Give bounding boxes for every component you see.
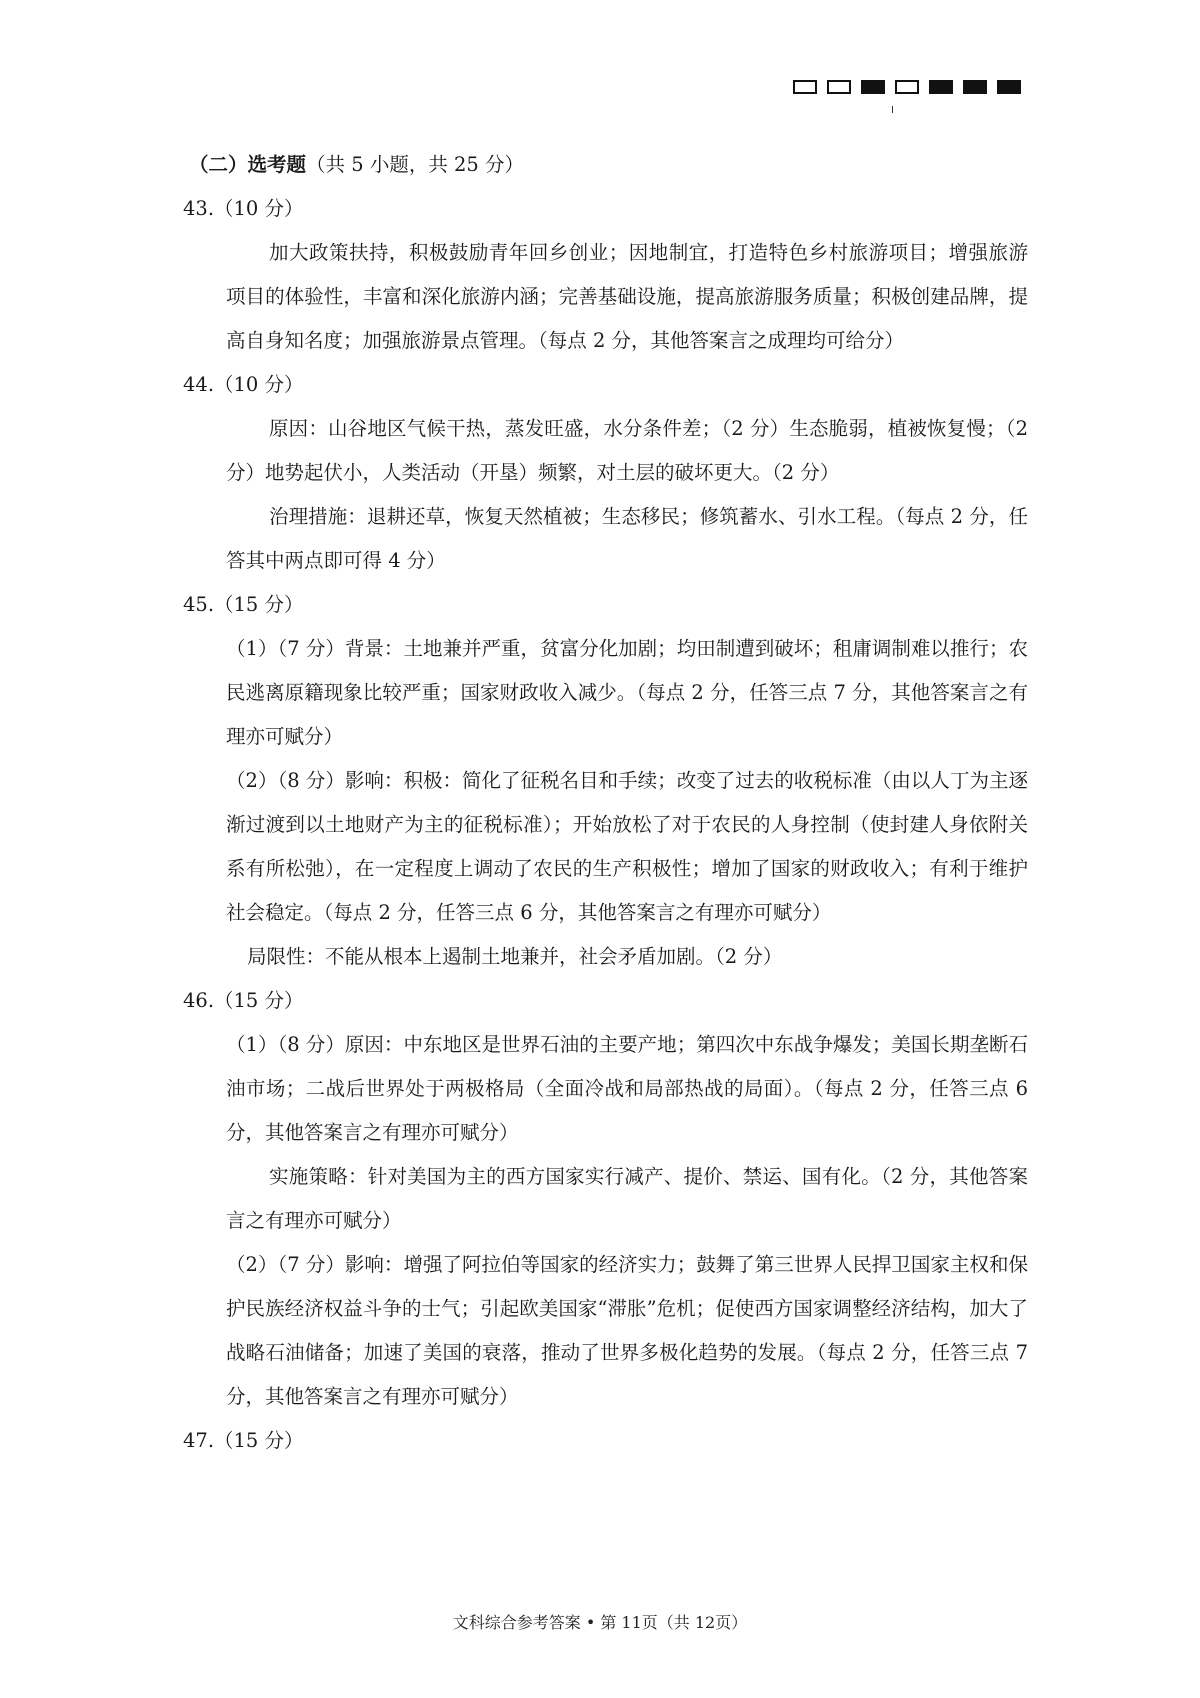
mark-square-filled bbox=[963, 80, 987, 94]
mark-square-filled bbox=[929, 80, 953, 94]
mark-square-empty bbox=[793, 80, 817, 94]
question-45-label: 45.（15 分） bbox=[183, 593, 304, 616]
tick-mark bbox=[892, 106, 893, 113]
mark-square-filled bbox=[861, 80, 885, 94]
answer-content bbox=[183, 143, 1028, 1463]
question-46-label: 46.（15 分） bbox=[183, 989, 304, 1012]
question-45-limitation: 局限性：不能从根本上遏制土地兼并，社会矛盾加剧。（2 分） bbox=[247, 945, 783, 968]
registration-marks bbox=[793, 80, 1021, 94]
mark-square-empty bbox=[895, 80, 919, 94]
question-44-label: 44.（10 分） bbox=[183, 373, 304, 396]
section-title bbox=[189, 143, 1028, 187]
question-46-part-1: （1）（8 分）原因：中东地区是世界石油的主要产地；第四次中东战争爆发；美国长期垄断石油市场；二战后世界处于两极格局（全面冷战和局部热战的局面）。（每点 2 分，任答三点 6 分，其他答案言之有理亦可赋分） bbox=[226, 1033, 1028, 1144]
mark-square-empty bbox=[827, 80, 851, 94]
page-footer: 文科综合参考答案 • 第 11页（共 12页） bbox=[452, 1613, 748, 1632]
question-45-part-1: （1）（7 分）背景：土地兼并严重，贫富分化加剧；均田制遭到破坏；租庸调制难以推行；农民逃离原籍现象比较严重；国家财政收入减少。（每点 2 分，任答三点 7 分，其他答案言之有理亦可赋分） bbox=[226, 637, 1028, 748]
question-44-measures: 治理措施：退耕还草，恢复天然植被；生态移民；修筑蓄水、引水工程。（每点 2 分，任答其中两点即可得 4 分） bbox=[226, 505, 1028, 572]
question-45-part-2: （2）（8 分）影响：积极：简化了征税名目和手续；改变了过去的收税标准（由以人丁为主逐渐过渡到以土地财产为主的征税标准）；开始放松了对于农民的人身控制（使封建人身依附关系有所松弛），在一定程度上调动了农民的生产积极性；增加了国家的财政收入；有利于维护社会稳定。（每点 2 分，任答三点 6 分，其他答案言之有理亦可赋分） bbox=[226, 769, 1028, 924]
question-43-answer: 加大政策扶持，积极鼓励青年回乡创业；因地制宜，打造特色乡村旅游项目；增强旅游项目的体验性，丰富和深化旅游内涵；完善基础设施，提高旅游服务质量；积极创建品牌，提高自身知名度；加强旅游景点管理。（每点 2 分，其他答案言之成理均可给分） bbox=[226, 241, 1028, 352]
section-title-bold: （二）选考题 bbox=[189, 153, 307, 176]
question-47-label: 47.（15 分） bbox=[183, 1429, 304, 1452]
section-title-rest: （共 5 小题，共 25 分） bbox=[306, 153, 525, 176]
mark-square-filled bbox=[997, 80, 1021, 94]
question-44-reason: 原因：山谷地区气候干热，蒸发旺盛，水分条件差；（2 分）生态脆弱，植被恢复慢；（2 分）地势起伏小，人类活动（开垦）频繁，对土层的破坏更大。（2 分） bbox=[226, 417, 1028, 484]
question-46-part-2: （2）（7 分）影响：增强了阿拉伯等国家的经济实力；鼓舞了第三世界人民捍卫国家主权和保护民族经济权益斗争的士气；引起欧美国家“滞胀”危机；促使西方国家调整经济结构，加大了战略石油储备；加速了美国的衰落，推动了世界多极化趋势的发展。（每点 2 分，任答三点 7 分，其他答案言之有理亦可赋分） bbox=[226, 1253, 1028, 1408]
question-43-label: 43.（10 分） bbox=[183, 197, 304, 220]
question-46-strategy: 实施策略：针对美国为主的西方国家实行减产、提价、禁运、国有化。（2 分，其他答案言之有理亦可赋分） bbox=[226, 1165, 1028, 1232]
